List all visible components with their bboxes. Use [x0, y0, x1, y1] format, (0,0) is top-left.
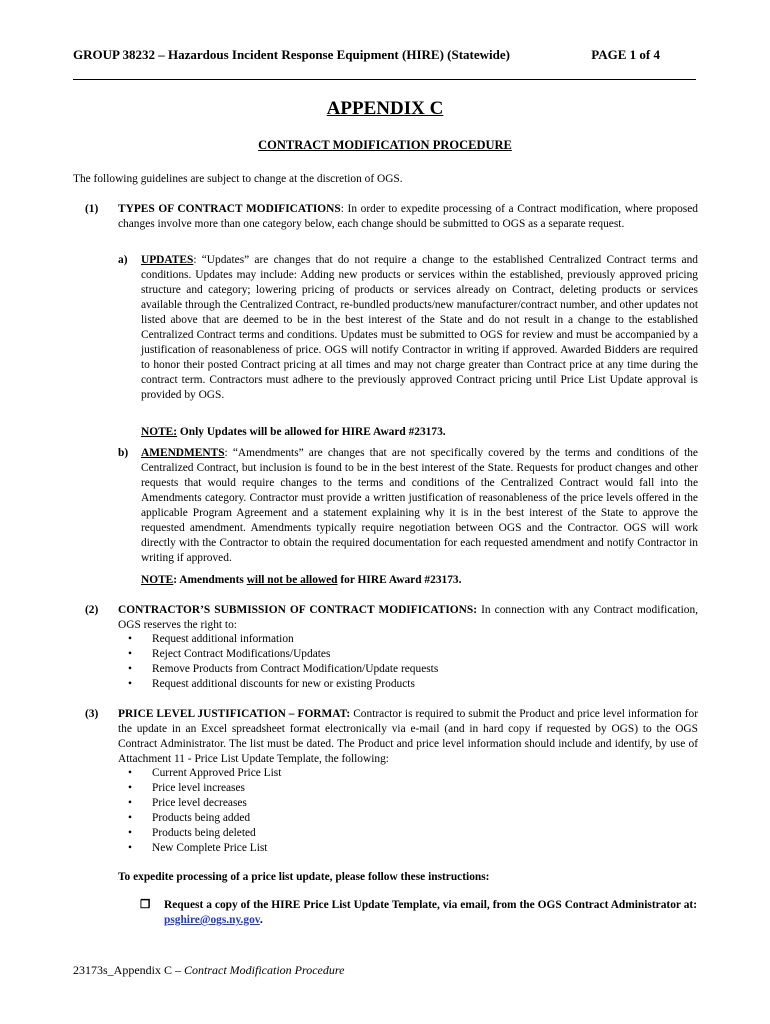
- intro-text: The following guidelines are subject to change at the discretion of OGS.: [73, 173, 403, 185]
- footer-doc-title: Contract Modification Procedure: [184, 963, 345, 977]
- header-rule: [73, 79, 696, 80]
- updates-note-text: Only Updates will be allowed for HIRE Award #23173.: [177, 426, 446, 438]
- list-item-text: Remove Products from Contract Modification/Update requests: [152, 663, 439, 675]
- section-2-heading: CONTRACTOR’S SUBMISSION OF CONTRACT MODIFICATIONS:: [118, 604, 477, 616]
- bullet-icon: •: [128, 782, 132, 794]
- footer-doc-id: 23173s_Appendix C –: [73, 963, 184, 977]
- amendments-note: [141, 573, 461, 588]
- bullet-icon: •: [128, 812, 132, 824]
- page-header: [73, 47, 694, 65]
- header-group-title: GROUP 38232 – Hazardous Incident Response Equipment (HIRE) (Statewide): [73, 47, 510, 62]
- updates-paragraph: [141, 253, 698, 403]
- page-footer: [73, 963, 344, 978]
- sub-b-letter: b): [118, 447, 129, 459]
- bullet-icon: •: [128, 797, 132, 809]
- list-item-text: Request additional information: [152, 633, 294, 645]
- list-item-text: Products being added: [152, 812, 251, 824]
- bullet-icon: •: [128, 663, 132, 675]
- bullet-icon: •: [128, 827, 132, 839]
- section-2-paragraph: [118, 603, 698, 633]
- list-item: [128, 677, 438, 692]
- list-item: [128, 811, 281, 826]
- list-item-text: Request additional discounts for new or existing Products: [152, 678, 415, 690]
- section-1-number: (1): [85, 203, 99, 215]
- amendments-heading: AMENDMENTS: [141, 447, 225, 459]
- section-2-bullet-list: [128, 632, 438, 692]
- bullet-icon: •: [128, 842, 132, 854]
- amendments-note-emphasis: will not be allowed: [246, 574, 338, 586]
- list-item-text: New Complete Price List: [152, 842, 268, 854]
- bullet-icon: •: [128, 678, 132, 690]
- document-title: APPENDIX C: [326, 98, 444, 119]
- request-text: Request a copy of the HIRE Price List Update Template, via email, from the OGS Contract Administrator at:: [164, 899, 697, 911]
- list-item-text: Price level decreases: [152, 797, 247, 809]
- list-item-text: Price level increases: [152, 782, 245, 794]
- sub-a-letter: a): [118, 254, 128, 266]
- list-item: [128, 841, 281, 856]
- list-item: [128, 647, 438, 662]
- list-item-text: Reject Contract Modifications/Updates: [152, 648, 331, 660]
- section-2-number: (2): [85, 604, 99, 616]
- email-link[interactable]: psghire@ogs.ny.gov: [164, 914, 260, 926]
- section-3-number: (3): [85, 708, 99, 720]
- updates-heading: UPDATES: [141, 254, 194, 266]
- list-item: [128, 662, 438, 677]
- amendments-note-pre: : Amendments: [173, 574, 247, 586]
- updates-note-label: NOTE:: [141, 426, 178, 438]
- list-item: [128, 766, 281, 781]
- list-item: [128, 826, 281, 841]
- list-item: [128, 632, 438, 647]
- bullet-icon: •: [128, 648, 132, 660]
- amendments-note-post: for HIRE Award #23173.: [337, 574, 462, 586]
- section-3-heading: PRICE LEVEL JUSTIFICATION – FORMAT:: [118, 708, 351, 720]
- section-1-text: : In order to expedite processing of a Contract modification, where proposed changes involve more than one category below, each change should be submitted to OGS as a separate request.: [118, 203, 698, 230]
- list-item-text: Current Approved Price List: [152, 767, 282, 779]
- updates-note: [141, 425, 446, 440]
- amendments-paragraph: [141, 446, 698, 566]
- section-2-text: In connection with any Contract modification, OGS reserves the right to:: [118, 604, 699, 631]
- list-item-text: Products being deleted: [152, 827, 256, 839]
- bullet-icon: •: [128, 633, 132, 645]
- expedite-instructions: To expedite processing of a price list update, please follow these instructions:: [118, 871, 490, 883]
- bullet-icon: •: [128, 767, 132, 779]
- section-1-paragraph: [118, 202, 698, 232]
- list-item: [128, 781, 281, 796]
- section-1-heading: TYPES OF CONTRACT MODIFICATIONS: [118, 203, 341, 215]
- amendments-note-label: NOTE: [141, 574, 174, 586]
- request-end: .: [259, 914, 263, 926]
- list-item: [128, 796, 281, 811]
- section-3-bullet-list: [128, 766, 281, 856]
- request-instruction: [164, 898, 697, 928]
- amendments-text: : “Amendments” are changes that are not specifically covered by the terms and conditions of the Centralized Contract, but inclusion is found to be in the best interest of the State. Requests for product changes and other requests that would require changes to the terms and conditions of the Centralized Contract would fall into the Amendments category. Contractor must provide a written justification of reasonableness of the price levels offered in the applicable Program Agreement and a statement explaining why it is in the best interest of the State to approve the requested amendment. Amendments typically require negotiation between OGS and the Contractor. OGS will work directly with the Contractor to obtain the required documentation for each requested amendment and notify Contractor in writing if approved.: [141, 447, 698, 564]
- section-3-text: Contractor is required to submit the Product and price level information for the update in an Excel spreadsheet format electronically via e-mail (and in hard copy if requested by OGS) to the OGS Contract Administrator. The list must be dated. The Product and price level information should include and identify, by use of Attachment 11 - Price List Update Template, the following:: [118, 708, 698, 765]
- checkbox-icon: ❒: [140, 899, 151, 911]
- updates-text: : “Updates” are changes that do not require a change to the established Centralized Contract terms and conditions. Updates may include: Adding new products or services within the established, previously approved pricing structure and category; lowering pricing of products or services already on Contract, deleting products or services available through the Centralized Contract, re-bundled products/new manufacturer/contract number, and other updates not listed above that are deemed to be in the best interest of the State and do not result in a change to the established Centralized Contract terms and conditions. Updates must be submitted to OGS for review and must be accompanied by a justification of reasonableness of price. OGS will notify Contractor in writing if approved. Awarded Bidders are required to honor their posted Contract pricing at all times and may not charge greater than Contract price at any time during the contract term. Contractors must adhere to the previously approved Contract pricing until Price List Update approval is provided by OGS.: [141, 254, 698, 401]
- document-subtitle: CONTRACT MODIFICATION PROCEDURE: [258, 138, 512, 152]
- section-3-paragraph: [118, 707, 698, 767]
- header-page-number: PAGE 1 of 4: [591, 47, 660, 62]
